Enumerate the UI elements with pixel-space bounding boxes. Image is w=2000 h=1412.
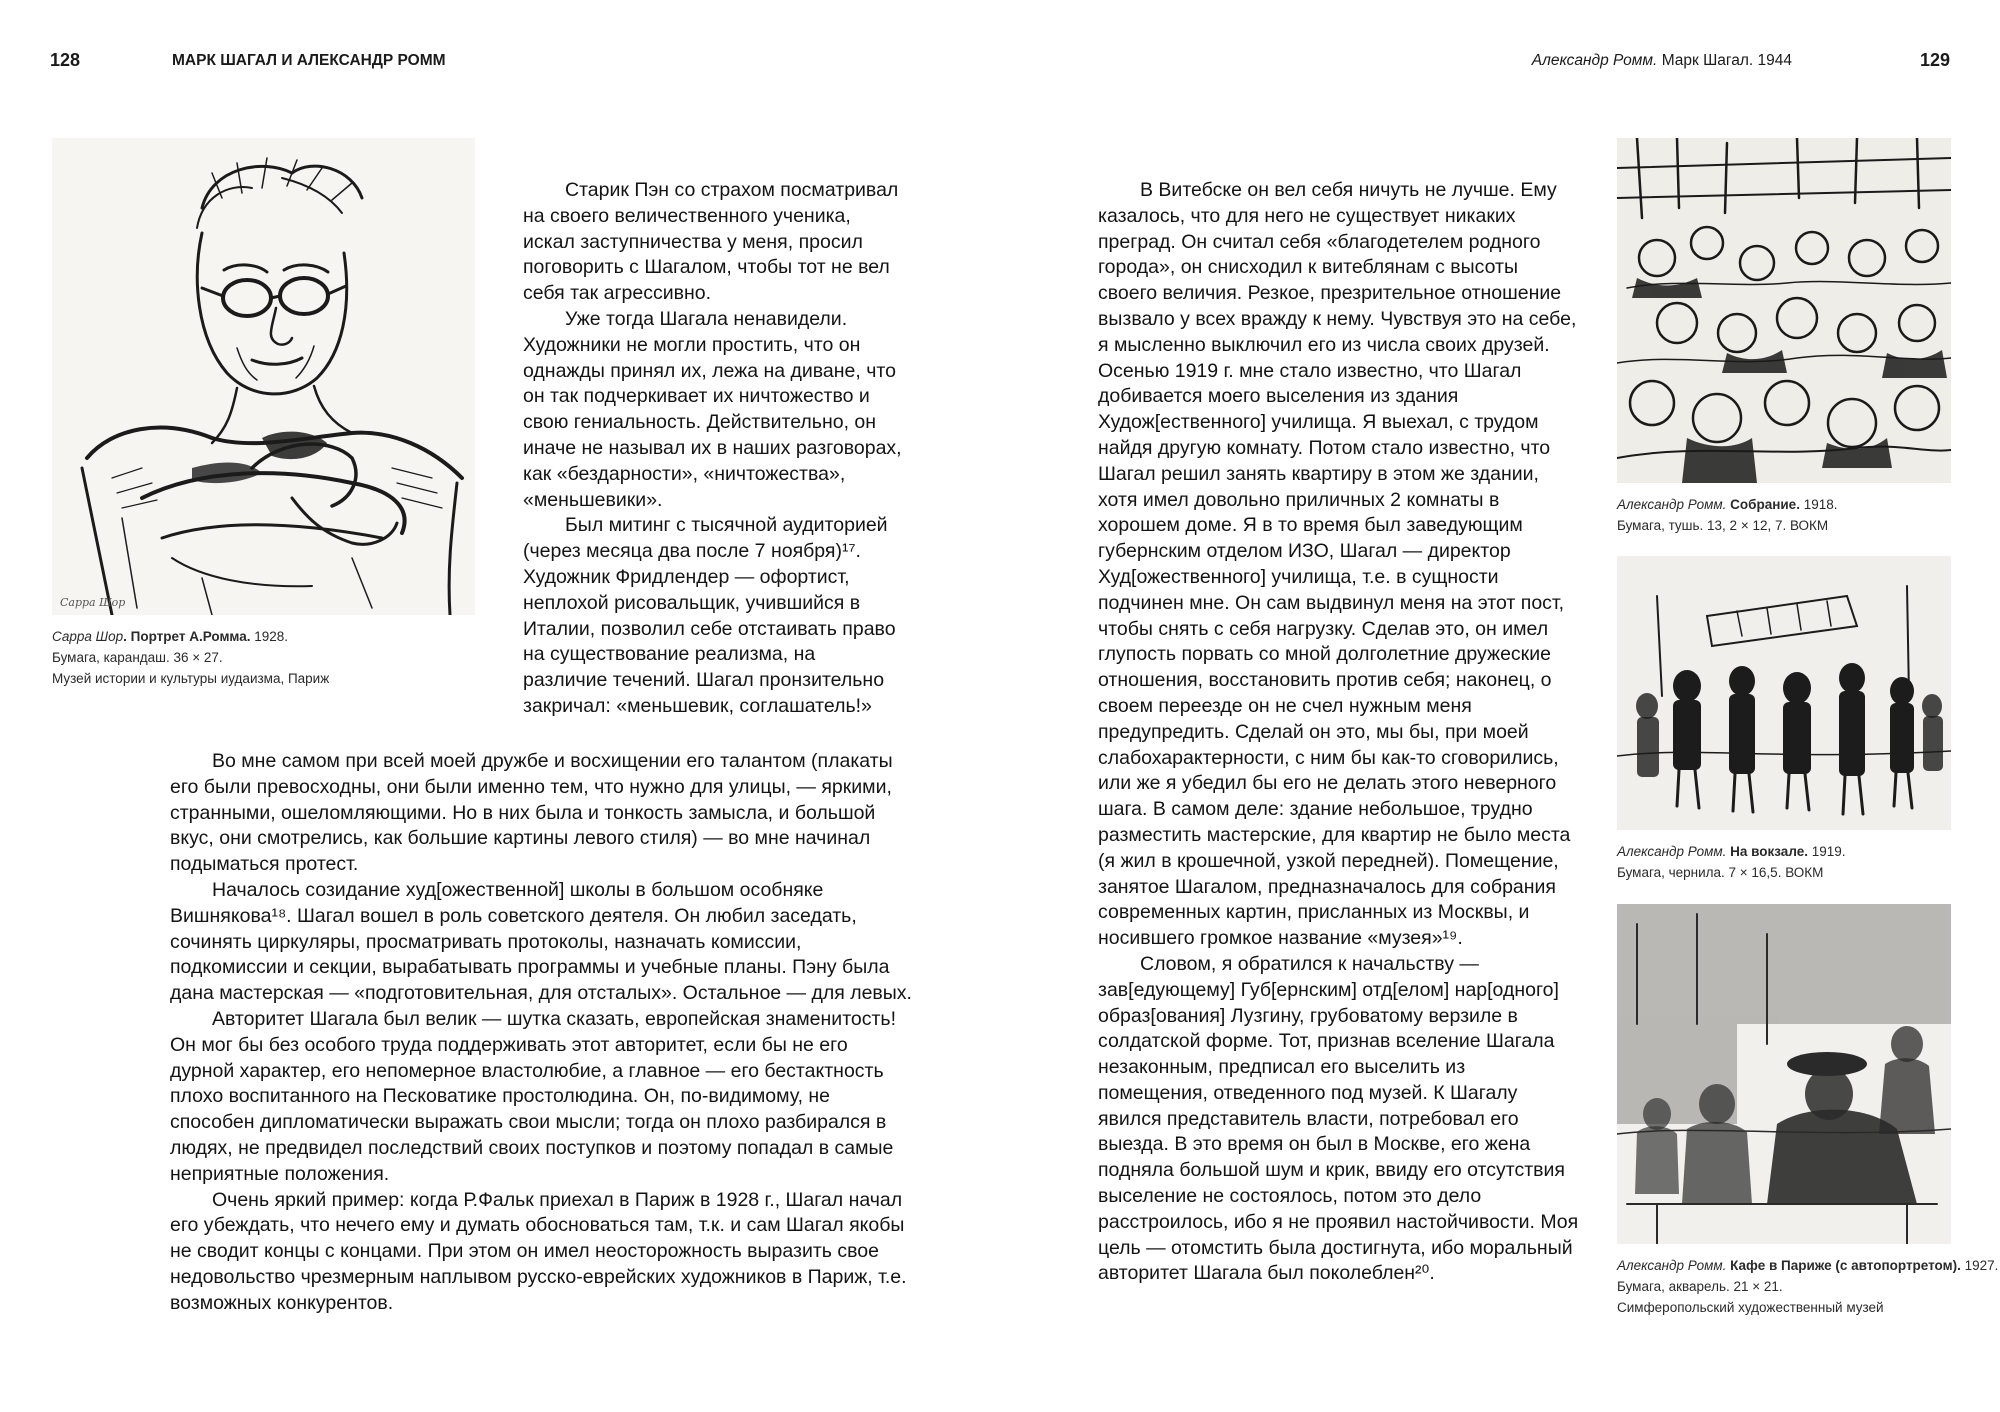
caption-year: 1928. bbox=[250, 629, 289, 644]
cafe-watercolor-icon bbox=[1617, 904, 1951, 1244]
right-page-number: 129 bbox=[1919, 50, 1950, 70]
paragraph: Старик Пэн со страхом посматривал на своего величественного ученика, искал заступничества у меня, просил поговорить с Шагалом, чтобы тот не вел себя так агрессивно. bbox=[523, 179, 899, 305]
right-running-title-rest: Марк Шагал. 1944 bbox=[1661, 52, 1792, 69]
right-running-title-artist: Александр Ромм. bbox=[1531, 52, 1658, 69]
caption-artist: Александр Ромм. bbox=[1617, 497, 1727, 512]
paragraph: Словом, я обратился к начальству — зав[едующему] Губ[ернским] отд[елом] нар[одного] образ[ования] Лузгину, грубоватому верзиле в солдатской форме. Тот, признав вселение Шагала незаконным, предписал его выселить из помещения, отведенного под музей. К Шагалу явился представитель власти, потребовал его выезда. В это время он был в Москве, его жена подняла большой шум и крик, ввиду его отсутствия выселение не состоялось, потом это дело расстроилось, ибо я не проявил настойчивости. Моя цель — отомстить была достигнута, ибо моральный авторитет Шагала был поколеблен²⁰. bbox=[1098, 952, 1579, 1285]
paragraph: Авторитет Шагала был велик — шутка сказать, европейская знаменитость! Он мог бы без особого труда поддерживать этот авторитет, если бы не его дурной характер, его непомерное властолюбие, а главное — его бестактность плохо воспитанного на Песковатике простолюдина. Он, по-видимому, не способен дипломатически выражать свои мысли; тогда он плохо разбирался в людях, не предвидел последствий своих поступков и поэтому попадал в самые неприятные положения. bbox=[170, 1007, 897, 1185]
left-running-title: МАРК ШАГАЛ И АЛЕКСАНДР РОММ bbox=[172, 52, 446, 69]
caption-title: Кафе в Париже (с автопортретом). bbox=[1726, 1258, 1961, 1273]
paragraph: Уже тогда Шагала ненавидели. Художники не могли простить, что он однажды принял их, лежа на диване, что он так подчеркивает их ничтожество и свою гениальность. Действительно, он иначе не называл их в наших разговорах, как «бездарности», «ничтожества», «меньшевики». bbox=[523, 307, 902, 511]
kafe-figure bbox=[1617, 904, 1951, 1244]
crowd-sketch-icon bbox=[1617, 138, 1951, 483]
caption-medium: Бумага, чернила. 7 × 16,5. ВОКМ bbox=[1617, 865, 1824, 880]
kafe-caption bbox=[1617, 1255, 1999, 1318]
left-page-number: 128 bbox=[50, 50, 81, 70]
sobranie-figure bbox=[1617, 138, 1951, 483]
paragraph: В Витебске он вел себя ничуть не лучше. Ему казалось, что для него не существует никаких преград. Он считал себя «благодетелем родного города», он снисходил к витеблянам с высоты своего величия. Резкое, презрительное отношение вызвало у всех вражду к нему. Чувствуя это на себе, я мысленно выключил его из числа своих друзей. Осенью 1919 г. мне стало известно, что Шагал добивается моего выселения из здания Худож[ественного] училища. Я выехал, с трудом найдя другую комнату. Потом стало известно, что Шагал решил занять квартиру в этом же здании, хотя имел довольно приличных 2 комнаты в хорошем доме. Я в то время был заведующим губернским отделом ИЗО, Шагал — директор Худ[ожественного] училища, т.е. в сущности подчинен мне. Он сам выдвинул меня на этот пост, чтобы снять с себя нагрузку. Сделав это, он имел глупость порвать со мной долголетние дружеские отношения, восстановить против себя; наконец, о своем переезде он не счел нужным меня предупредить. Сделай он это, мы бы, при моей слабохарактерности, с ним бы как-то сговорились, или же я убедил бы его не делать этого неверного шага. В самом деле: здание небольшое, трудно разместить мастерские, для квартир не было места (я жил в крошечной, узкой передней). Помещение, занятое Шагалом, предназначалось для собрания современных картин, присланных из Москвы, и носившего громкое название «музея»¹⁹. bbox=[1098, 179, 1577, 950]
caption-medium: Бумага, карандаш. 36 × 27. bbox=[52, 650, 223, 665]
caption-title: На вокзале. bbox=[1726, 844, 1808, 859]
left-wide-text bbox=[170, 749, 912, 1317]
paragraph: Был митинг с тысячной аудиторией (через месяца два после 7 ноября)¹⁷. Художник Фридлендер — офортист, неплохой рисовальщик, учившийся в Италии, позволил себе отстаивать право на существование реализма, на различие течений. Шагал пронзительно закричал: «меньшевик, соглашатель!» bbox=[523, 514, 896, 717]
portrait-caption bbox=[52, 626, 452, 689]
caption-artist: Александр Ромм. bbox=[1617, 844, 1727, 859]
paragraph: Началось созидание худ[ожественной] школы в большом особняке Вишнякова¹⁸. Шагал вошел в роль советского деятеля. Он любил заседать, сочинять циркуляры, просматривать протоколы, назначать комиссии, подкомиссии и секции, вырабатывать программы и учебные планы. Пэну была дана мастерская — «подготовительная, для отсталых». Остальное — для левых. bbox=[170, 878, 912, 1005]
caption-artist: Александр Ромм. bbox=[1617, 1258, 1727, 1273]
caption-title: . Портрет А.Ромма. bbox=[123, 629, 251, 644]
portrait-sketch-icon bbox=[52, 138, 475, 615]
caption-medium: Бумага, тушь. 13, 2 × 12, 7. ВОКМ bbox=[1617, 518, 1829, 533]
caption-year: 1927. bbox=[1960, 1258, 1999, 1273]
left-column-text bbox=[523, 178, 903, 720]
caption-artist: Сарра Шор bbox=[52, 629, 124, 644]
caption-medium: Бумага, акварель. 21 × 21. bbox=[1617, 1279, 1783, 1294]
caption-title: Собрание. bbox=[1726, 497, 1800, 512]
paragraph: Во мне самом при всей моей дружбе и восхищении его талантом (плакаты его были превосходны, они были именно тем, что нужно для улицы, — яркими, странными, ошеломляющими. Но в них была и тонкость замысла, и большой вкус, они смотрелись, как большие картины левого стиля) — во мне начинал подыматься протест. bbox=[170, 750, 893, 876]
portrait-signature: Сарра Шор bbox=[60, 596, 126, 609]
right-column-text bbox=[1098, 178, 1580, 1287]
vokzal-figure bbox=[1617, 556, 1951, 830]
caption-year: 1918. bbox=[1799, 497, 1838, 512]
sobranie-caption bbox=[1617, 494, 1967, 536]
station-sketch-icon bbox=[1617, 556, 1951, 830]
right-running-title bbox=[1532, 52, 1792, 70]
caption-location: Музей истории и культуры иудаизма, Париж bbox=[52, 671, 330, 686]
portrait-figure bbox=[52, 138, 475, 615]
vokzal-caption bbox=[1617, 841, 1967, 883]
caption-location: Симферопольский художественный музей bbox=[1617, 1300, 1884, 1315]
caption-year: 1919. bbox=[1807, 844, 1846, 859]
paragraph: Очень яркий пример: когда Р.Фальк приехал в Париж в 1928 г., Шагал начал его убеждать, что нечего ему и думать обосноваться там, т.к. и сам Шагал якобы не сводит концы с концами. При этом он имел неосторожность выразить свое недовольство чрезмерным наплывом русско-еврейских художников в Париж, т.е. возможных конкурентов. bbox=[170, 1188, 907, 1314]
